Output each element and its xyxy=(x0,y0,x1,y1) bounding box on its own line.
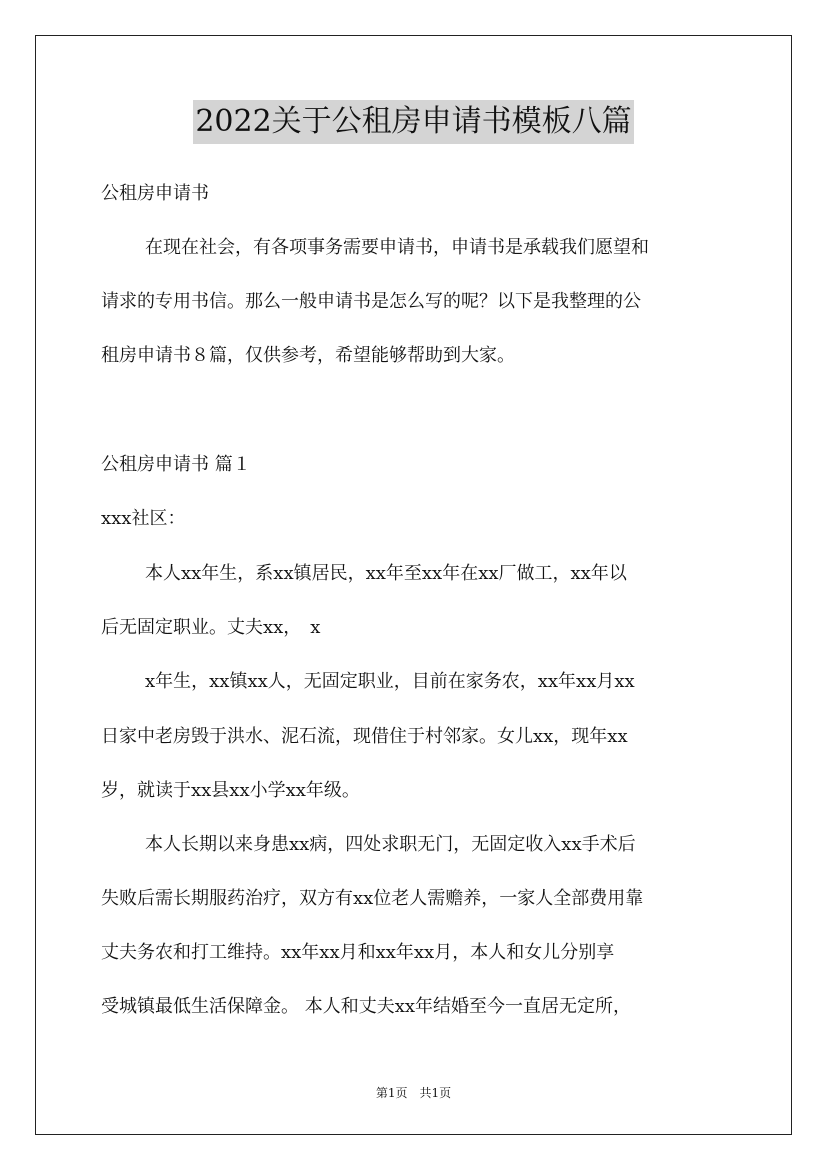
section-heading: 公租房申请书 xyxy=(101,183,209,204)
body-line-9: 受城镇最低生活保障金。 本人和丈夫xx年结婚至今一直居无定所， xyxy=(101,996,632,1017)
body-line-1: 本人xx年生，系xx镇居民，xx年至xx年在xx厂做工，xx年以 xyxy=(145,563,627,584)
document-title: 2022关于公租房申请书模板八篇 xyxy=(193,100,633,144)
page-footer: 第1页 共1页 xyxy=(375,1086,452,1100)
body-line-7: 失败后需长期服药治疗，双方有xx位老人需赡养，一家人全部费用靠 xyxy=(101,888,644,909)
intro-line-1: 在现在社会，有各项事务需要申请书，申请书是承载我们愿望和 xyxy=(145,237,649,258)
title-container xyxy=(0,100,827,144)
intro-line-2: 请求的专用书信。那么一般申请书是怎么写的呢？以下是我整理的公 xyxy=(101,291,641,312)
body-line-2: 后无固定职业。丈夫xx， x xyxy=(101,617,321,638)
body-line-6: 本人长期以来身患xx病，四处求职无门，无固定收入xx手术后 xyxy=(145,834,636,855)
salutation: xxx社区： xyxy=(101,508,186,529)
intro-line-3: 租房申请书８篇，仅供参考，希望能够帮助到大家。 xyxy=(101,345,515,366)
body-line-8: 丈夫务农和打工维持。xx年xx月和xx年xx月，本人和女儿分别享 xyxy=(101,942,615,963)
body-line-3: x年生，xx镇xx人，无固定职业，目前在家务农，xx年xx月xx xyxy=(145,671,635,692)
body-line-4: 日家中老房毁于洪水、泥石流，现借住于村邻家。女儿xx，现年xx xyxy=(101,726,628,747)
chapter-heading: 公租房申请书 篇１ xyxy=(101,454,251,475)
body-line-5: 岁，就读于xx县xx小学xx年级。 xyxy=(101,780,360,801)
